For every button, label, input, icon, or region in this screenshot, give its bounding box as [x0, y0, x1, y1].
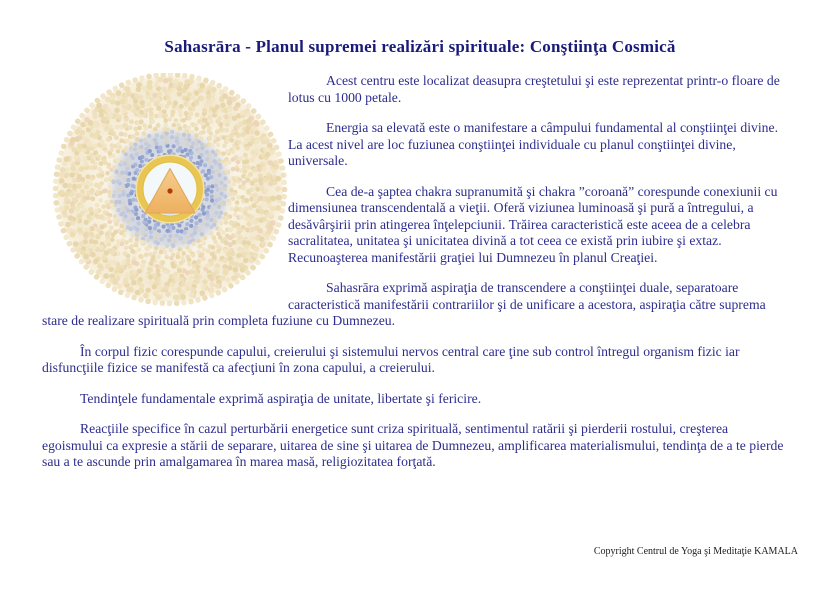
paragraph-aspiration: Sahasrāra exprimă aspiraţia de transcendere a conştiinţei duale, separatoare caracteristică manifestării contrariilor şi de unificare a acestora, aspiraţia către suprema stare de realizare spirituală prin completa fuziune cu Dumnezeu.	[42, 280, 766, 328]
paragraph-crown-chakra: Cea de-a şaptea chakra supranumită şi chakra ”coroană” corespunde conexiunii cu dimensiunea transcendentală a vieţii. Oferă viziunea luminoasă şi pură a întregului, a desăvârşirii prin atingerea înţelepciunii. Trăirea caracteristică este aceea de a celebra sacralitatea, unitatea şi unicitatea divină a tot ceea ce există prin iubire şi extaz. Recunoaşterea manifestării graţiei lui Dumnezeu în planul Creaţiei.	[288, 183, 778, 265]
paragraph-tendencies: Tendinţele fundamentale exprimă aspiraţia de unitate, libertate şi fericire.	[80, 390, 482, 406]
paragraph-reactions: Reacţiile specifice în cazul perturbării energetice sunt criza spirituală, sentimentul ratării şi pierderii rostului, creşterea egoismului ca expresie a stării de separare, uitarea de sine şi uitarea de Dumnezeu, amplificarea materialismului, tendinţa de a te pierde sau a te ascunde prin amalgamarea în marea masă, religiozitatea forţată.	[42, 421, 784, 469]
lotus-mandala-graphic	[42, 73, 288, 309]
paragraph-physical-body: În corpul fizic corespunde capului, creierului şi sistemului nervos central care ţine sub control întregul organism fizic iar disfuncţiile fizice se manifestă ca afecţiuni în zona capului, a creierului.	[42, 343, 740, 375]
copyright-notice: Copyright Centrul de Yoga şi Meditaţie KAMALA	[593, 546, 798, 557]
body-text	[42, 73, 792, 471]
sahasrara-mandala-image	[42, 73, 288, 309]
paragraph-energy: Energia sa elevată este o manifestare a câmpului fundamental al conştiinţei divine. La acest nivel are loc fuziunea conştiinţei individuale cu planul conştiinţei divine, universale.	[288, 120, 779, 168]
paragraph-location: Acest centru este localizat deasupra creştetului şi este reprezentat printr-o floare de lotus cu 1000 petale.	[288, 73, 780, 105]
page-title: Sahasrāra - Planul supremei realizări spirituale: Conştiinţa Cosmică	[164, 37, 676, 56]
